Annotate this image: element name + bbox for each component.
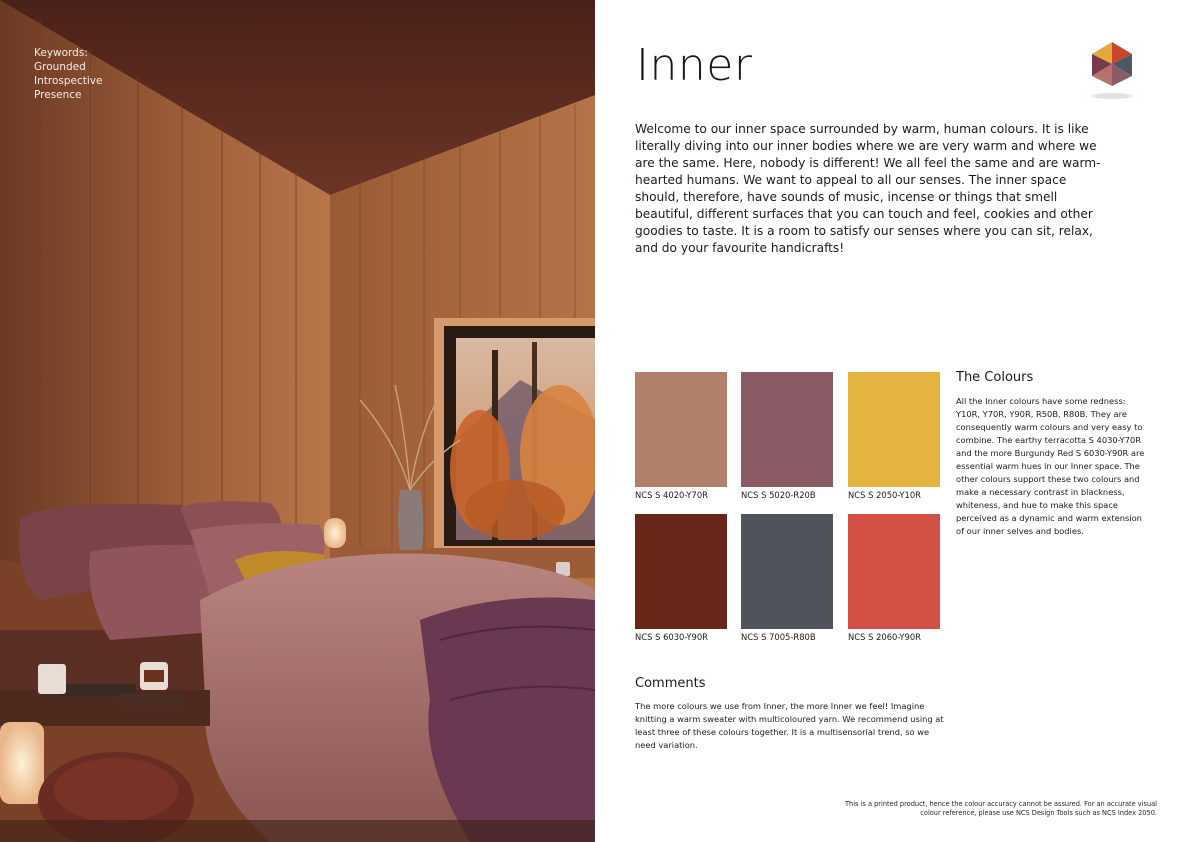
page-title: Inner — [636, 40, 753, 91]
colour-swatch-6030-y90r — [635, 514, 727, 629]
keyword-item: Presence — [34, 89, 82, 101]
colour-swatch-2050-y10r — [848, 372, 940, 487]
colour-swatch-2060-y90r — [848, 514, 940, 629]
keywords-label: Keywords: — [34, 47, 88, 59]
intro-paragraph: Welcome to our inner space surrounded by warm, human colours. It is like literally diving into our inner bodies where we are very warm and where we are the same. Here, nobody is different! We all feel the same and are warm-hearted humans. We want to appeal to all our senses. The inner space should, therefore, have sounds of music, incense or things that smell beautiful, different surfaces that you can touch and feel, cookies and other goodies to taste. It is a room to satisfy our senses where you can sit, relax, and do your favourite handicrafts! — [635, 122, 1101, 255]
colour-swatch-5020-r20b — [741, 372, 833, 487]
comments-heading: Comments — [635, 676, 706, 691]
colour-swatch-4020-y70r — [635, 372, 727, 487]
swatch-label: NCS S 2060-Y90R — [848, 632, 922, 642]
colours-description: All the Inner colours have some redness: Y10R, Y70R, Y90R, R50B, R80B. They are consequently warm colours and very easy to combine. The earthy terracotta S 4030-Y70R and the more Burgundy Red S 6030-Y90R are essential warm hues in our Inner space. The other colours support these two colours and make a necessary contrast in blackness, whiteness, and hue to make this space perceived as a dynamic and warm extension of our inner selves and bodies. — [956, 396, 1145, 536]
keyword-item: Grounded — [34, 61, 86, 73]
colour-swatch-7005-r80b — [741, 514, 833, 629]
comments-description: The more colours we use from Inner, the more Inner we feel! Imagine knitting a warm sweater with multicoloured yarn. We recommend using at least three of these colours together. It is a multisensorial trend, so we need variation. — [635, 701, 944, 750]
bedroom-photo — [0, 0, 595, 842]
ncs-logo-icon — [1088, 40, 1136, 102]
disclaimer-note: This is a printed product, hence the colour accuracy cannot be assured. For an accurate visual colour reference, please use NCS Design Tools such as NCS Index 2050. — [845, 800, 1157, 817]
swatch-label: NCS S 2050-Y10R — [848, 490, 922, 500]
swatch-label: NCS S 6030-Y90R — [635, 632, 709, 642]
colours-heading: The Colours — [956, 370, 1034, 385]
keywords-list — [34, 46, 102, 102]
swatch-label: NCS S 5020-R20B — [741, 490, 816, 500]
swatch-label: NCS S 4020-Y70R — [635, 490, 709, 500]
keyword-item: Introspective — [34, 75, 103, 87]
swatch-label: NCS S 7005-R80B — [741, 632, 816, 642]
